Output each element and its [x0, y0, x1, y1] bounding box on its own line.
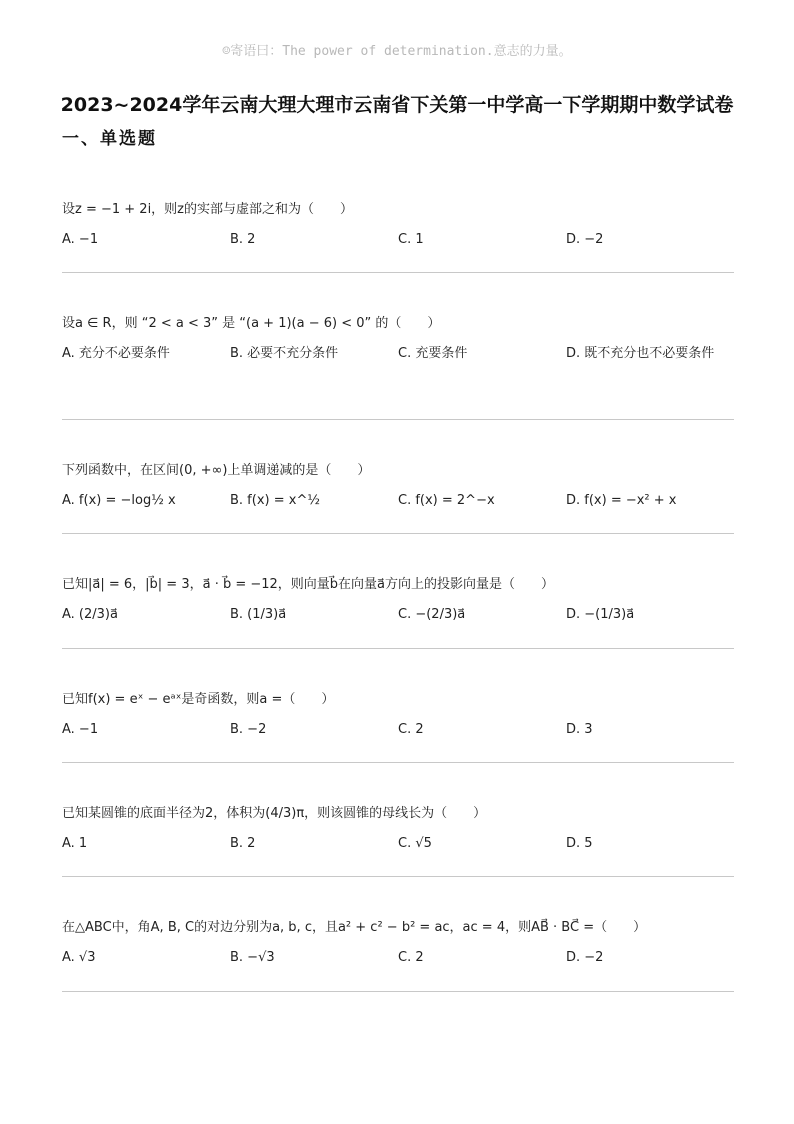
option-c: C. 2: [398, 950, 424, 965]
option-a: A. 1: [62, 836, 88, 851]
option-row: [62, 491, 734, 531]
motto-line: ☺寄语曰：The power of determination.意志的力量。: [222, 44, 572, 59]
option-d: D. f(x) = −x² + x: [566, 493, 677, 508]
question-stem: 已知f(x) = eˣ − eᵃˣ是奇函数，则a =（ ）: [62, 692, 335, 707]
option-row: [62, 230, 734, 270]
question-1: [62, 200, 734, 270]
divider: [62, 991, 734, 992]
question-stem: 设z = −1 + 2i，则z的实部与虚部之和为（ ）: [62, 202, 354, 217]
question-5: [62, 690, 734, 760]
section-heading: 一、单选题: [62, 129, 157, 149]
divider: [62, 272, 734, 273]
option-b: B. 2: [230, 836, 256, 851]
option-row: [62, 605, 734, 645]
question-4: [62, 575, 734, 645]
option-d: D. −(1/3)a⃗: [566, 607, 635, 622]
option-a: A. f(x) = −log½ x: [62, 493, 176, 508]
option-row: [62, 948, 734, 988]
question-stem: 在△ABC中，角A, B, C的对边分别为a, b, c，且a² + c² − b² = ac，ac = 4，则AB⃗ · BC⃗ =（ ）: [62, 920, 647, 935]
option-d: D. 既不充分也不必要条件: [566, 346, 715, 361]
question-stem: 已知某圆锥的底面半径为2，体积为(4/3)π，则该圆锥的母线长为（ ）: [62, 806, 487, 821]
option-c: C. 2: [398, 722, 424, 737]
option-d: D. 5: [566, 836, 593, 851]
option-c: C. −(2/3)a⃗: [398, 607, 466, 622]
question-2: [62, 314, 734, 408]
option-b: B. (1/3)a⃗: [230, 607, 287, 622]
option-c: C. 充要条件: [398, 346, 468, 361]
option-c: C. f(x) = 2^−x: [398, 493, 495, 508]
option-b: B. −√3: [230, 950, 275, 965]
question-7: [62, 918, 734, 988]
question-stem: 已知|a⃗| = 6，|b⃗| = 3，a⃗ · b⃗ = −12，则向量b⃗在向量a⃗方向上的投影向量是（ ）: [62, 577, 555, 592]
option-a: A. −1: [62, 232, 99, 247]
option-d: D. −2: [566, 950, 604, 965]
option-row: [62, 344, 734, 408]
divider: [62, 762, 734, 763]
question-stem: 下列函数中，在区间(0, +∞)上单调递减的是（ ）: [62, 463, 371, 478]
option-a: A. 充分不必要条件: [62, 346, 170, 361]
option-b: B. −2: [230, 722, 267, 737]
option-b: B. 必要不充分条件: [230, 346, 339, 361]
option-b: B. 2: [230, 232, 256, 247]
divider: [62, 648, 734, 649]
option-c: C. 1: [398, 232, 424, 247]
question-3: [62, 461, 734, 531]
question-6: [62, 804, 734, 874]
option-a: A. −1: [62, 722, 99, 737]
option-row: [62, 720, 734, 760]
question-stem: 设a ∈ R，则 “2 < a < 3” 是 “(a + 1)(a − 6) < 0” 的（ ）: [62, 316, 441, 331]
option-d: D. −2: [566, 232, 604, 247]
option-b: B. f(x) = x^½: [230, 493, 320, 508]
option-a: A. √3: [62, 950, 96, 965]
option-row: [62, 834, 734, 874]
divider: [62, 533, 734, 534]
divider: [62, 419, 734, 420]
option-a: A. (2/3)a⃗: [62, 607, 118, 622]
option-c: C. √5: [398, 836, 432, 851]
option-d: D. 3: [566, 722, 593, 737]
divider: [62, 876, 734, 877]
exam-title: 2023~2024学年云南大理大理市云南省下关第一中学高一下学期期中数学试卷: [60, 94, 734, 116]
